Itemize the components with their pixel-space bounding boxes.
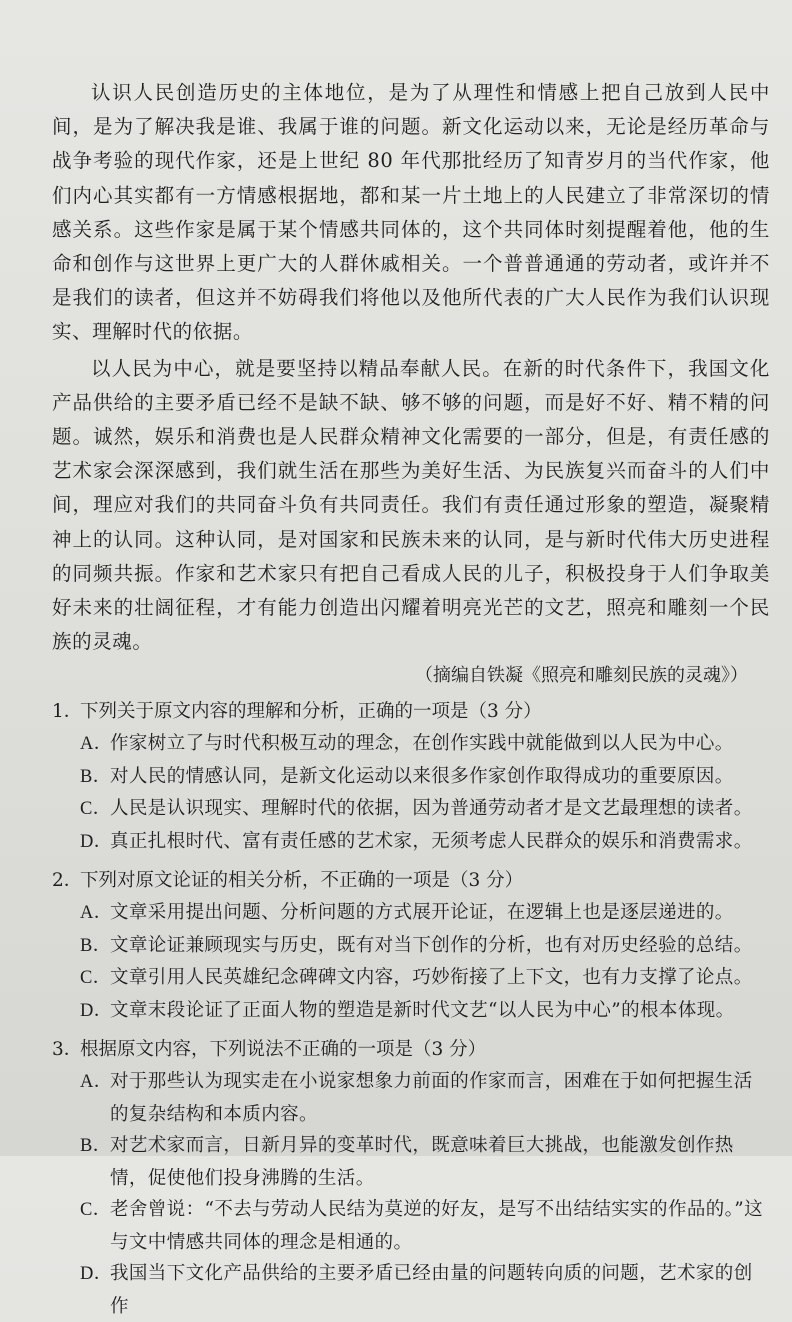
option-label: C． — [80, 1200, 112, 1221]
question-text: 下列对原文论证的相关分析，不正确的一项是（3 分） — [80, 870, 524, 892]
option-d — [80, 1258, 770, 1322]
passage-source: （摘编自铁凝《照亮和雕刻民族的灵魂》） — [415, 665, 748, 687]
option-text: 我国当下文化产品供给的主要矛盾已经由量的问题转向质的问题，艺术家的创作 — [110, 1263, 753, 1317]
option-c — [80, 793, 770, 826]
option-label: C． — [80, 968, 112, 989]
question-number: 1． — [52, 701, 83, 723]
option-label: B． — [80, 766, 112, 787]
option-text: 文章末段论证了正面人物的塑造是新时代文艺“以人民为中心”的根本体现。 — [110, 999, 735, 1021]
option-text: 真正扎根时代、富有责任感的艺术家，无须考虑人民群众的娱乐和消费需求。 — [110, 830, 753, 852]
option-c — [80, 1194, 770, 1258]
option-b — [80, 1130, 770, 1194]
option-label: A． — [80, 1072, 113, 1093]
option-label: C． — [80, 799, 112, 820]
option-text: 文章引用人民英雄纪念碑碑文内容，巧妙衔接了上下文，也有力支撑了论点。 — [110, 967, 753, 989]
question-3 — [52, 1033, 770, 1322]
passage-paragraph-2: 以人民为中心，就是要坚持以精品奉献人民。在新的时代条件下，我国文化产品供给的主要矛盾已经不是缺不缺、够不够的问题，而是好不好、精不精的问题。诚然，娱乐和消费也是人民群众精神文化需要的一部分，但是，有责任感的艺术家会深深感到，我们就生活在那些为美好生活、为民族复兴而奋斗的人们中间，理应对我们的共同奋斗负有共同责任。我们有责任通过形象的塑造，凝聚精神上的认同。这种认同，是对国家和民族未来的认同，是与新时代伟大历史进程的同频共振。作家和艺术家只有把自己看成人民的儿子，积极投身于人们争取美好未来的壮阔征程，才有能力创造出闪耀着明亮光芒的文艺，照亮和雕刻一个民族的灵魂。 — [52, 356, 770, 654]
option-label: B． — [80, 935, 112, 956]
question-stem — [52, 864, 770, 897]
option-label: D． — [80, 1264, 113, 1285]
question-text: 下列关于原文内容的理解和分析，正确的一项是（3 分） — [80, 701, 542, 723]
question-text: 根据原文内容，下列说法不正确的一项是（3 分） — [80, 1039, 487, 1061]
option-label: A． — [80, 903, 113, 924]
option-a — [80, 897, 770, 930]
question-number: 3． — [52, 1039, 83, 1061]
option-d — [80, 995, 770, 1028]
option-text: 对艺术家而言，日新月异的变革时代，既意味着巨大挑战，也能激发创作热情，促使他们投身沸腾的生活。 — [110, 1135, 734, 1189]
question-number: 2． — [52, 870, 83, 892]
option-text: 文章采用提出问题、分析问题的方式展开论证，在逻辑上也是逐层递进的。 — [110, 902, 734, 924]
option-d — [80, 826, 770, 859]
question-2 — [52, 864, 770, 1027]
question-1 — [52, 695, 770, 858]
question-stem — [52, 695, 770, 728]
option-text: 人民是认识现实、理解时代的依据，因为普通劳动者才是文艺最理想的读者。 — [110, 798, 753, 820]
option-text: 文章论证兼顾现实与历史，既有对当下创作的分析，也有对历史经验的总结。 — [110, 934, 753, 956]
option-text: 对人民的情感认同，是新文化运动以来很多作家创作取得成功的重要原因。 — [110, 765, 734, 787]
option-text: 对于那些认为现实走在小说家想象力前面的作家而言，困难在于如何把握生活的复杂结构和本质内容。 — [110, 1071, 753, 1125]
option-text: 老舍曾说：“不去与劳动人民结为莫逆的好友，是写不出结结实实的作品的。”这与文中情感共同体的理念是相通的。 — [110, 1199, 764, 1253]
option-label: B． — [80, 1136, 112, 1157]
option-b — [80, 930, 770, 963]
option-text: 作家树立了与时代积极互动的理念，在创作实践中就能做到以人民为中心。 — [110, 733, 734, 755]
option-label: D． — [80, 1000, 113, 1021]
option-a — [80, 1066, 770, 1130]
option-a — [80, 728, 770, 761]
option-label: A． — [80, 734, 113, 755]
option-c — [80, 962, 770, 995]
question-stem — [52, 1033, 770, 1066]
option-b — [80, 761, 770, 794]
passage-paragraph-1: 认识人民创造历史的主体地位，是为了从理性和情感上把自己放到人民中间，是为了解决我是谁、我属于谁的问题。新文化运动以来，无论是经历革命与战争考验的现代作家，还是上世纪 80 年代那批经历了知青岁月的当代作家，他们内心其实都有一方情感根据地，都和某一片土地上的人民建立了非常深切的情感关系。这些作家是属于某个情感共同体的，这个共同体时刻提醒着他，他的生命和创作与这世界上更广大的人群休戚相关。一个普普通通的劳动者，或许并不是我们的读者，但这并不妨碍我们将他以及他所代表的广大人民作为我们认识现实、理解时代的依据。 — [52, 81, 770, 344]
option-label: D． — [80, 831, 113, 852]
